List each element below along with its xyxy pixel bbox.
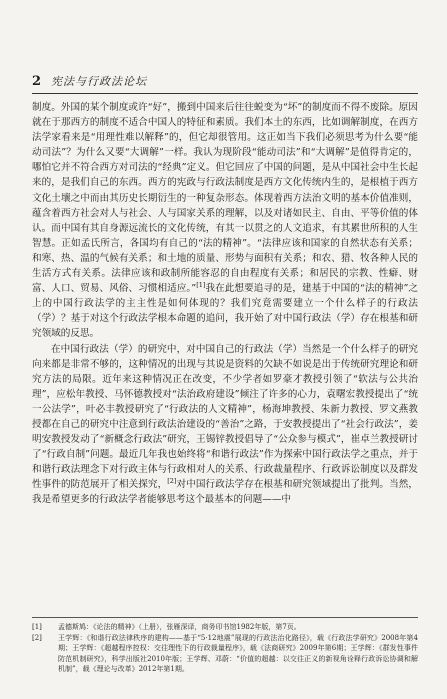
paragraph-text: 对中国行政法学存在根基和研究领域提出了批判。当然，我是希望更多的行政法学者能够思考这个最基本的问题——中 xyxy=(32,479,419,506)
footnote-ref: [2] xyxy=(167,477,177,486)
page-header xyxy=(32,70,418,88)
paragraph-text: 制度。外国的某个制度或许“好”，搬到中国来后往往蜕变为“坏”的制度而不得不废除。原因就在于那西方的制度不适合中国人的特征和素质。我们本土的东西，比如调解制度，在西方法学家看来是“用理性难以解释”的，但它却很管用。这正如当下我们必须思考为什么要“能动司法”？为什么又要“大调解”一样。我认为现阶段“能动司法”和“大调解”是值得肯定的，哪怕它并不符合西方对司法的“经典”定义。但它回应了中国的问题，是从中国社会中生长起来的，是我们自己的东西。西方的宪政与行政法制度是西方文化传统内生的，是根植于西方文化土壤之中而由其历史长期衍生的一种复杂形态。体现着西方法治文明的基本价值准则，蕴含着西方社会对人与社会、人与国家关系的理解，以及对诸如民主、自由、平等价值的体认。而中国有其自身源远流长的文化传统，有其一以贯之的人文追求，有其累世所积的人生智慧。正如孟氏所言，各国均有自己的“法的精神”。“法律应该和国家的自然状态有关系；和寒、热、温的气候有关系；和土地的质量、形势与面积有关系；和农、猎、牧各种人民的生活方式有关系。法律应该和政制所能容忍的自由程度有关系；和居民的宗教、性癖、财富、人口、贸易、风俗、习惯相适应。” xyxy=(32,102,418,295)
footnote-mark: [1] xyxy=(32,623,42,631)
running-title: 宪法与行政法论坛 xyxy=(51,75,148,88)
footnote xyxy=(32,633,418,675)
footnote-ref: [1] xyxy=(196,280,206,289)
page-number: 2 xyxy=(32,74,42,89)
footnote-mark: [2] xyxy=(32,633,42,642)
footnote-text: 孟德斯鸠：《论法的精神》（上册），张雁深译，商务印书馆1982年版，第7页。 xyxy=(58,623,301,631)
footnote xyxy=(32,622,418,633)
paragraph-text: 在中国行政法（学）的研究中，对中国自己的行政法（学）当然是一个什么样子的研究向来都是非常不够的，这种情况的出现与其说是资料的欠缺不如说是出于传统研究理论和研究方法的局限。近年来这种情况正在改变，不少学者如罗豪才教授引领了“软法与公共治理”，应松年教授、马怀德教授对“法治政府建设”倾注了许多的心力，袁曙宏教授提出了“统一公法学”，叶必丰教授研究了“行政法的人文精神”，杨海坤教授、朱新力教授、罗文燕教授都在自己的研究中注意到行政法治建设的“善治”之路，于安教授提出了“社会行政法”，姜明安教授发动了“新概念行政法”研究，王锡锌教授倡导了“公众参与模式”，崔卓兰教授研讨了“行政自制”问题。最近几年我也始终将“和谐行政法”作为探索中国行政法学之重点，并于和谐行政法理念下对行政主体与行政相对人的关系、行政裁量程序、行政诉讼制度以及群发性事件的防范展开了相关探究， xyxy=(32,343,418,491)
paragraph xyxy=(32,342,418,508)
footnote-rule xyxy=(32,617,418,618)
footnote-text: 王学辉：《和谐行政法律秩序的建构——基于“5·12地震”展现的行政法治化路径》，载《行政法学研究》2008年第4期；王学辉：《超越程序控权：交往理性下的行政裁量程序》，载《法商研究》2009年第6期；王学辉：《群发性事件防范机制研究》，科学出版社2010年版；王学辉、邓蔚：“价值的超越：以交往正义的新视角诠释行政诉讼协调和解机制”，载《理论与改革》2012年第1期。 xyxy=(58,633,418,673)
body-text xyxy=(32,100,418,508)
paragraph xyxy=(32,100,418,342)
paragraph-text: 我在此想要追寻的是，建基于中国的“法的精神”之上的中国行政法学的主主性是如何体现的？我们究竟需要建立一个什么样子的行政法（学）？基于对这个行政法学根本命题的追问，我开始了对中国行政法（学）存在根基和研究领域的反思。 xyxy=(32,283,419,340)
header-rule xyxy=(32,93,418,94)
footnotes xyxy=(32,622,418,675)
